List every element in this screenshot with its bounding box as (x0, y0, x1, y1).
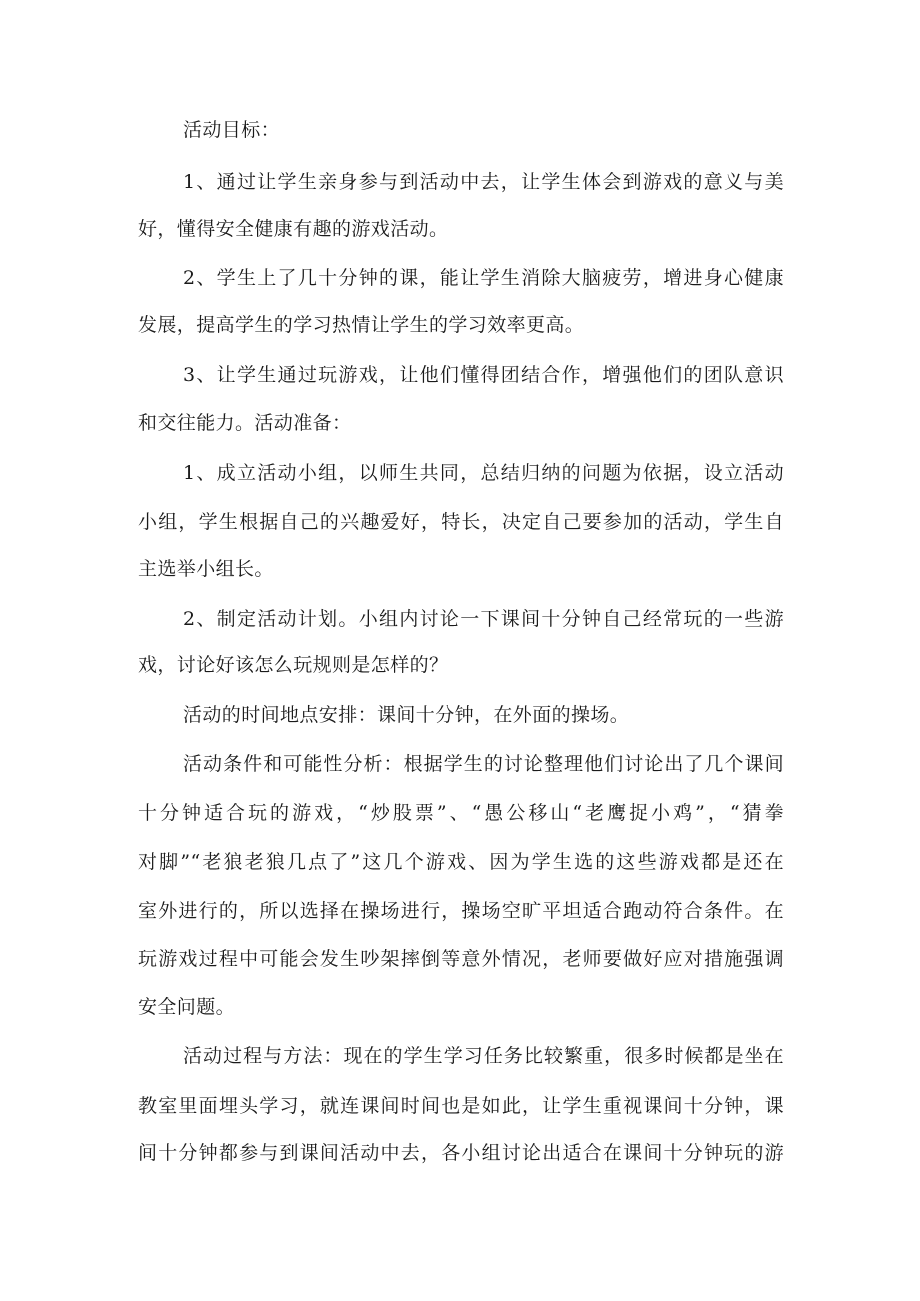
text-line: 十分钟适合玩的游戏，“炒股票”、“愚公移山“老鹰捉小鸡”，“猜拳 (138, 802, 784, 824)
text-line: 活动过程与方法：现在的学生学习任务比较繁重，很多时候都是坐在 (183, 1045, 784, 1067)
text-line: 2、学生上了几十分钟的课，能让学生消除大脑疲劳，增进身心健康 (183, 267, 784, 289)
text-line: 活动条件和可能性分析：根据学生的讨论整理他们讨论出了几个课间 (183, 753, 784, 775)
text-line: 安全问题。 (138, 996, 236, 1018)
text-line: 教室里面埋头学习，就连课间时间也是如此，让学生重视课间十分钟，课 (138, 1095, 784, 1117)
text-line: 戏，讨论好该怎么玩规则是怎样的？ (138, 654, 449, 676)
text-line: 活动目标： (183, 119, 281, 141)
text-line: 对脚”“老狼老狼几点了”这几个游戏、因为学生选的这些游戏都是还在 (138, 851, 784, 873)
text-line: 小组，学生根据自己的兴趣爱好，特长，决定自己要参加的活动，学生自 (138, 511, 784, 533)
text-line: 间十分钟都参与到课间活动中去，各小组讨论出适合在课间十分钟玩的游 (138, 1142, 784, 1164)
text-line: 3、让学生通过玩游戏，让他们懂得团结合作，增强他们的团队意识 (183, 364, 784, 386)
text-line: 和交往能力。活动准备： (138, 412, 352, 434)
text-line: 玩游戏过程中可能会发生吵架摔倒等意外情况，老师要做好应对措施强调 (138, 948, 784, 970)
text-line: 发展，提高学生的学习热情让学生的学习效率更高。 (138, 314, 585, 336)
text-line: 2、制定活动计划。小组内讨论一下课间十分钟自己经常玩的一些游 (183, 608, 784, 630)
text-line: 活动的时间地点安排：课间十分钟，在外面的操场。 (183, 704, 630, 726)
text-line: 1、成立活动小组，以师生共同，总结归纳的问题为依据，设立活动 (183, 462, 784, 484)
text-line: 室外进行的，所以选择在操场进行，操场空旷平坦适合跑动符合条件。在 (138, 900, 784, 922)
text-line: 1、通过让学生亲身参与到活动中去，让学生体会到游戏的意义与美 (183, 171, 784, 193)
text-line: 主选举小组长。 (138, 558, 274, 580)
text-line: 好，懂得安全健康有趣的游戏活动。 (138, 218, 449, 240)
